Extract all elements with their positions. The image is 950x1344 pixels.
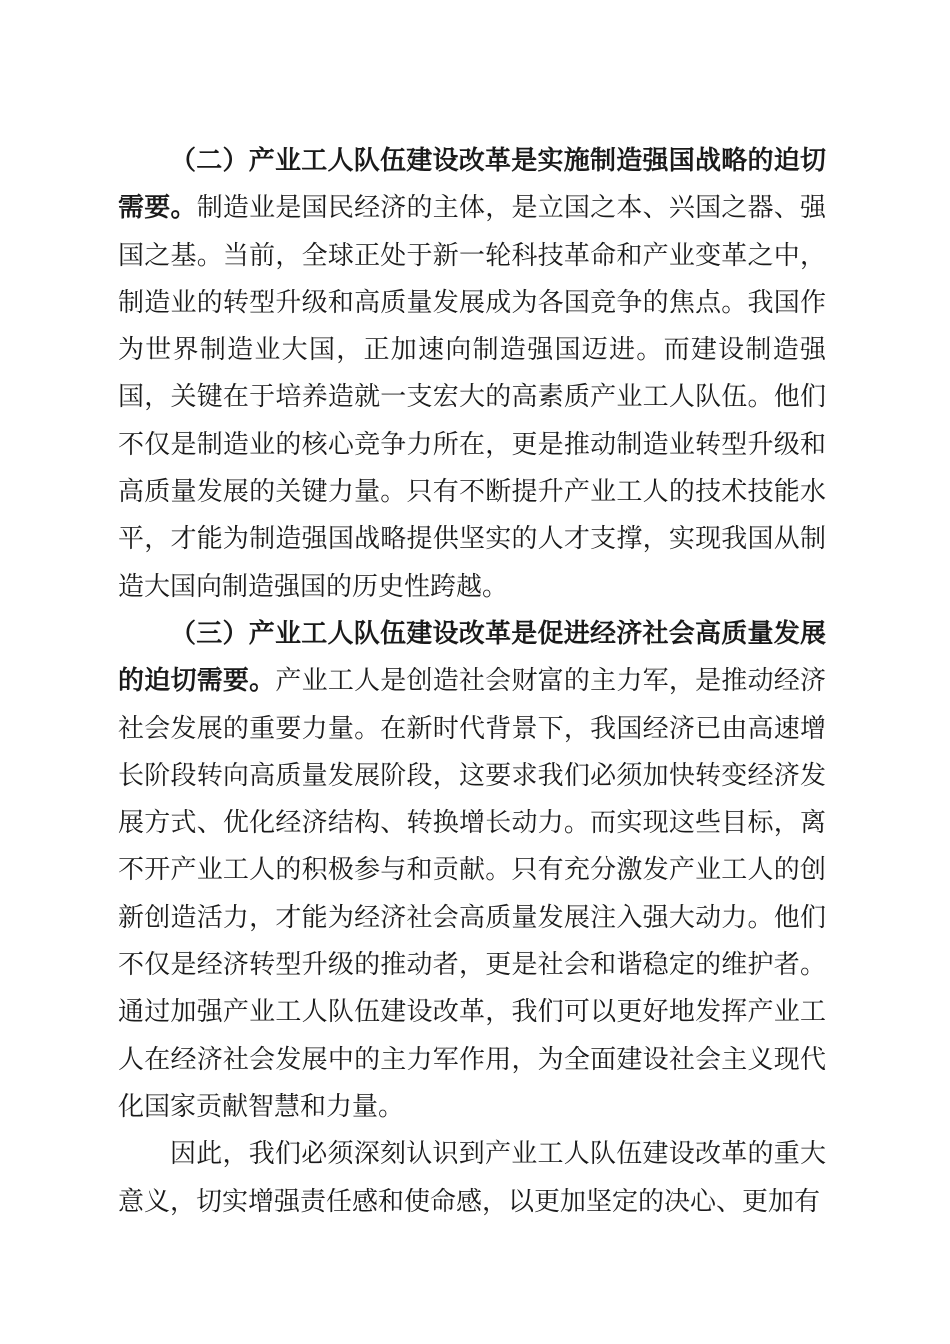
paragraph-economy <box>118 611 826 1131</box>
paragraph-conclusion <box>118 1131 826 1226</box>
paragraph-manufacturing <box>118 138 826 611</box>
document-page <box>118 138 826 1226</box>
paragraph-heading: （三）产业工人队伍建设改革是促进经济社会高质量发展的迫切需要。 <box>118 618 826 697</box>
paragraph-body: 制造业是国民经济的主体，是立国之本、兴国之器、强国之基。当前，全球正处于新一轮科技革命和产业变革之中，制造业的转型升级和高质量发展成为各国竞争的焦点。我国作为世界制造业大国，正加速向制造强国迈进。而建设制造强国，关键在于培养造就一支宏大的高素质产业工人队伍。他们不仅是制造业的核心竞争力所在，更是推动制造业转型升级和高质量发展的关键力量。只有不断提升产业工人的技术技能水平，才能为制造强国战略提供坚实的人才支撑，实现我国从制造大国向制造强国的历史性跨越。 <box>118 193 826 602</box>
paragraph-heading: （二）产业工人队伍建设改革是实施制造强国战略的迫切需要。 <box>118 146 826 224</box>
paragraph-body: 产业工人是创造社会财富的主力军，是推动经济社会发展的重要力量。在新时代背景下，我国经济已由高速增长阶段转向高质量发展阶段，这要求我们必须加快转变经济发展方式、优化经济结构、转换增长动力。而实现这些目标，离不开产业工人的积极参与和贡献。只有充分激发产业工人的创新创造活力，才能为经济社会高质量发展注入强大动力。他们不仅是经济转型升级的推动者，更是社会和谐稳定的维护者。通过加强产业工人队伍建设改革，我们可以更好地发挥产业工人在经济社会发展中的主力军作用，为全面建设社会主义现代化国家贡献智慧和力量。 <box>118 666 826 1122</box>
paragraph-body: 因此，我们必须深刻认识到产业工人队伍建设改革的重大意义，切实增强责任感和使命感，以更加坚定的决心、更加有 <box>118 1139 826 1217</box>
